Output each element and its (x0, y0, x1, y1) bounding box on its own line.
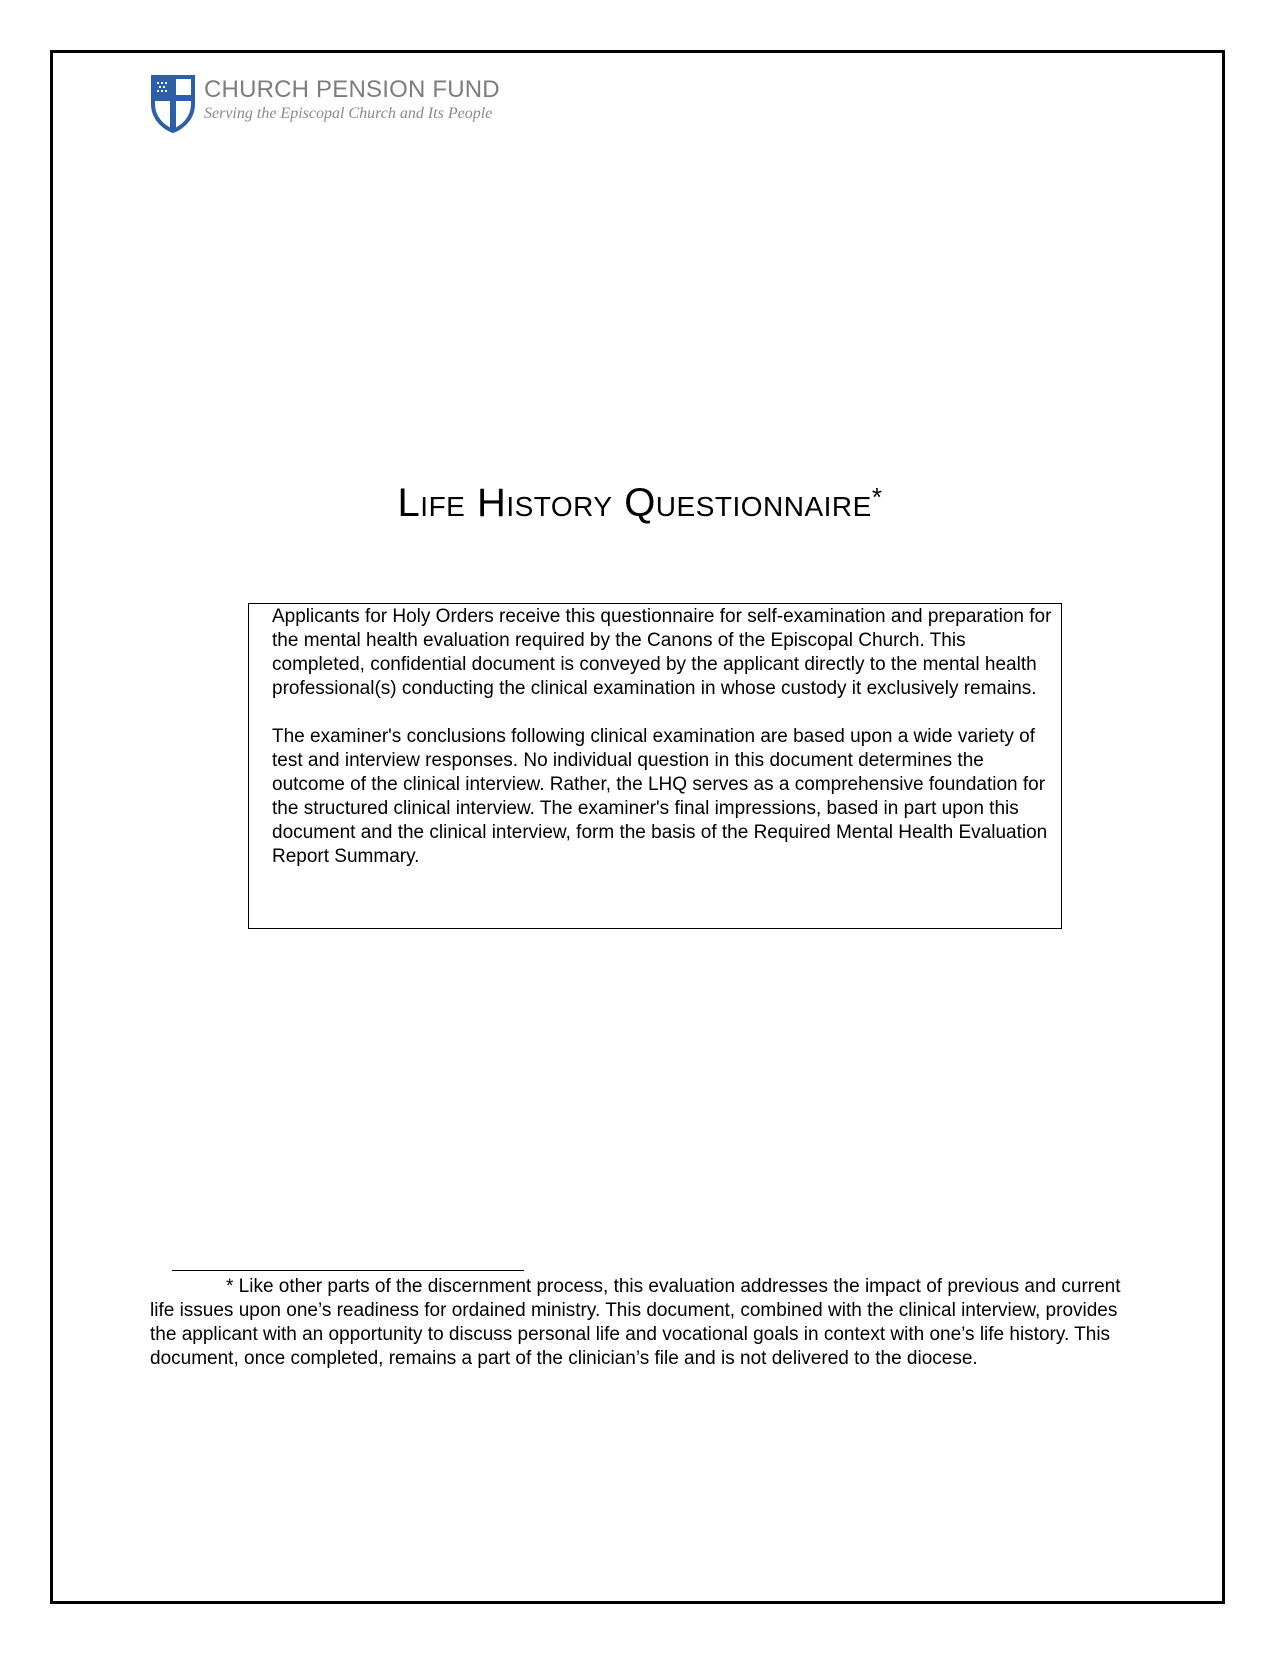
church-pension-fund-logo (150, 74, 500, 134)
intro-paragraph-applicants: Applicants for Holy Orders receive this questionnaire for self-examination and preparation for the mental health evaluation required by the Canons of the Episcopal Church. This completed, confidential document is conveyed by the applicant directly to the mental health professional(s) conducting the clinical examination in whose custody it exclusively remains. (272, 606, 1052, 699)
logo-name: CHURCH PENSION FUND (204, 76, 500, 103)
intro-box (248, 603, 1062, 929)
episcopal-shield-icon (150, 74, 196, 134)
footnote-text: * Like other parts of the discernment process, this evaluation addresses the impact of previous and current life issues upon one’s readiness for ordained ministry. This document, combined with the clinical interview, provides the applicant with an opportunity to discuss personal life and vocational goals in context with one’s life history. This document, once completed, remains a part of the clinician’s file and is not delivered to the diocese. (150, 1276, 1121, 1369)
logo-tagline: Serving the Episcopal Church and Its People (204, 105, 493, 122)
footnote-marker: * (871, 481, 883, 512)
document-title-text: Life History Questionnaire (397, 480, 872, 525)
footnote (150, 1275, 1130, 1371)
document-title (0, 479, 1280, 527)
intro-paragraph-examiner: The examiner's conclusions following clinical examination are based upon a wide variety of test and interview responses. No individual question in this document determines the outcome of the clinical interview. Rather, the LHQ serves as a comprehensive foundation for the structured clinical interview. The examiner's final impressions, based in part upon this document and the clinical interview, form the basis of the Required Mental Health Evaluation Report Summary. (272, 726, 1048, 867)
footnote-separator (172, 1270, 524, 1271)
